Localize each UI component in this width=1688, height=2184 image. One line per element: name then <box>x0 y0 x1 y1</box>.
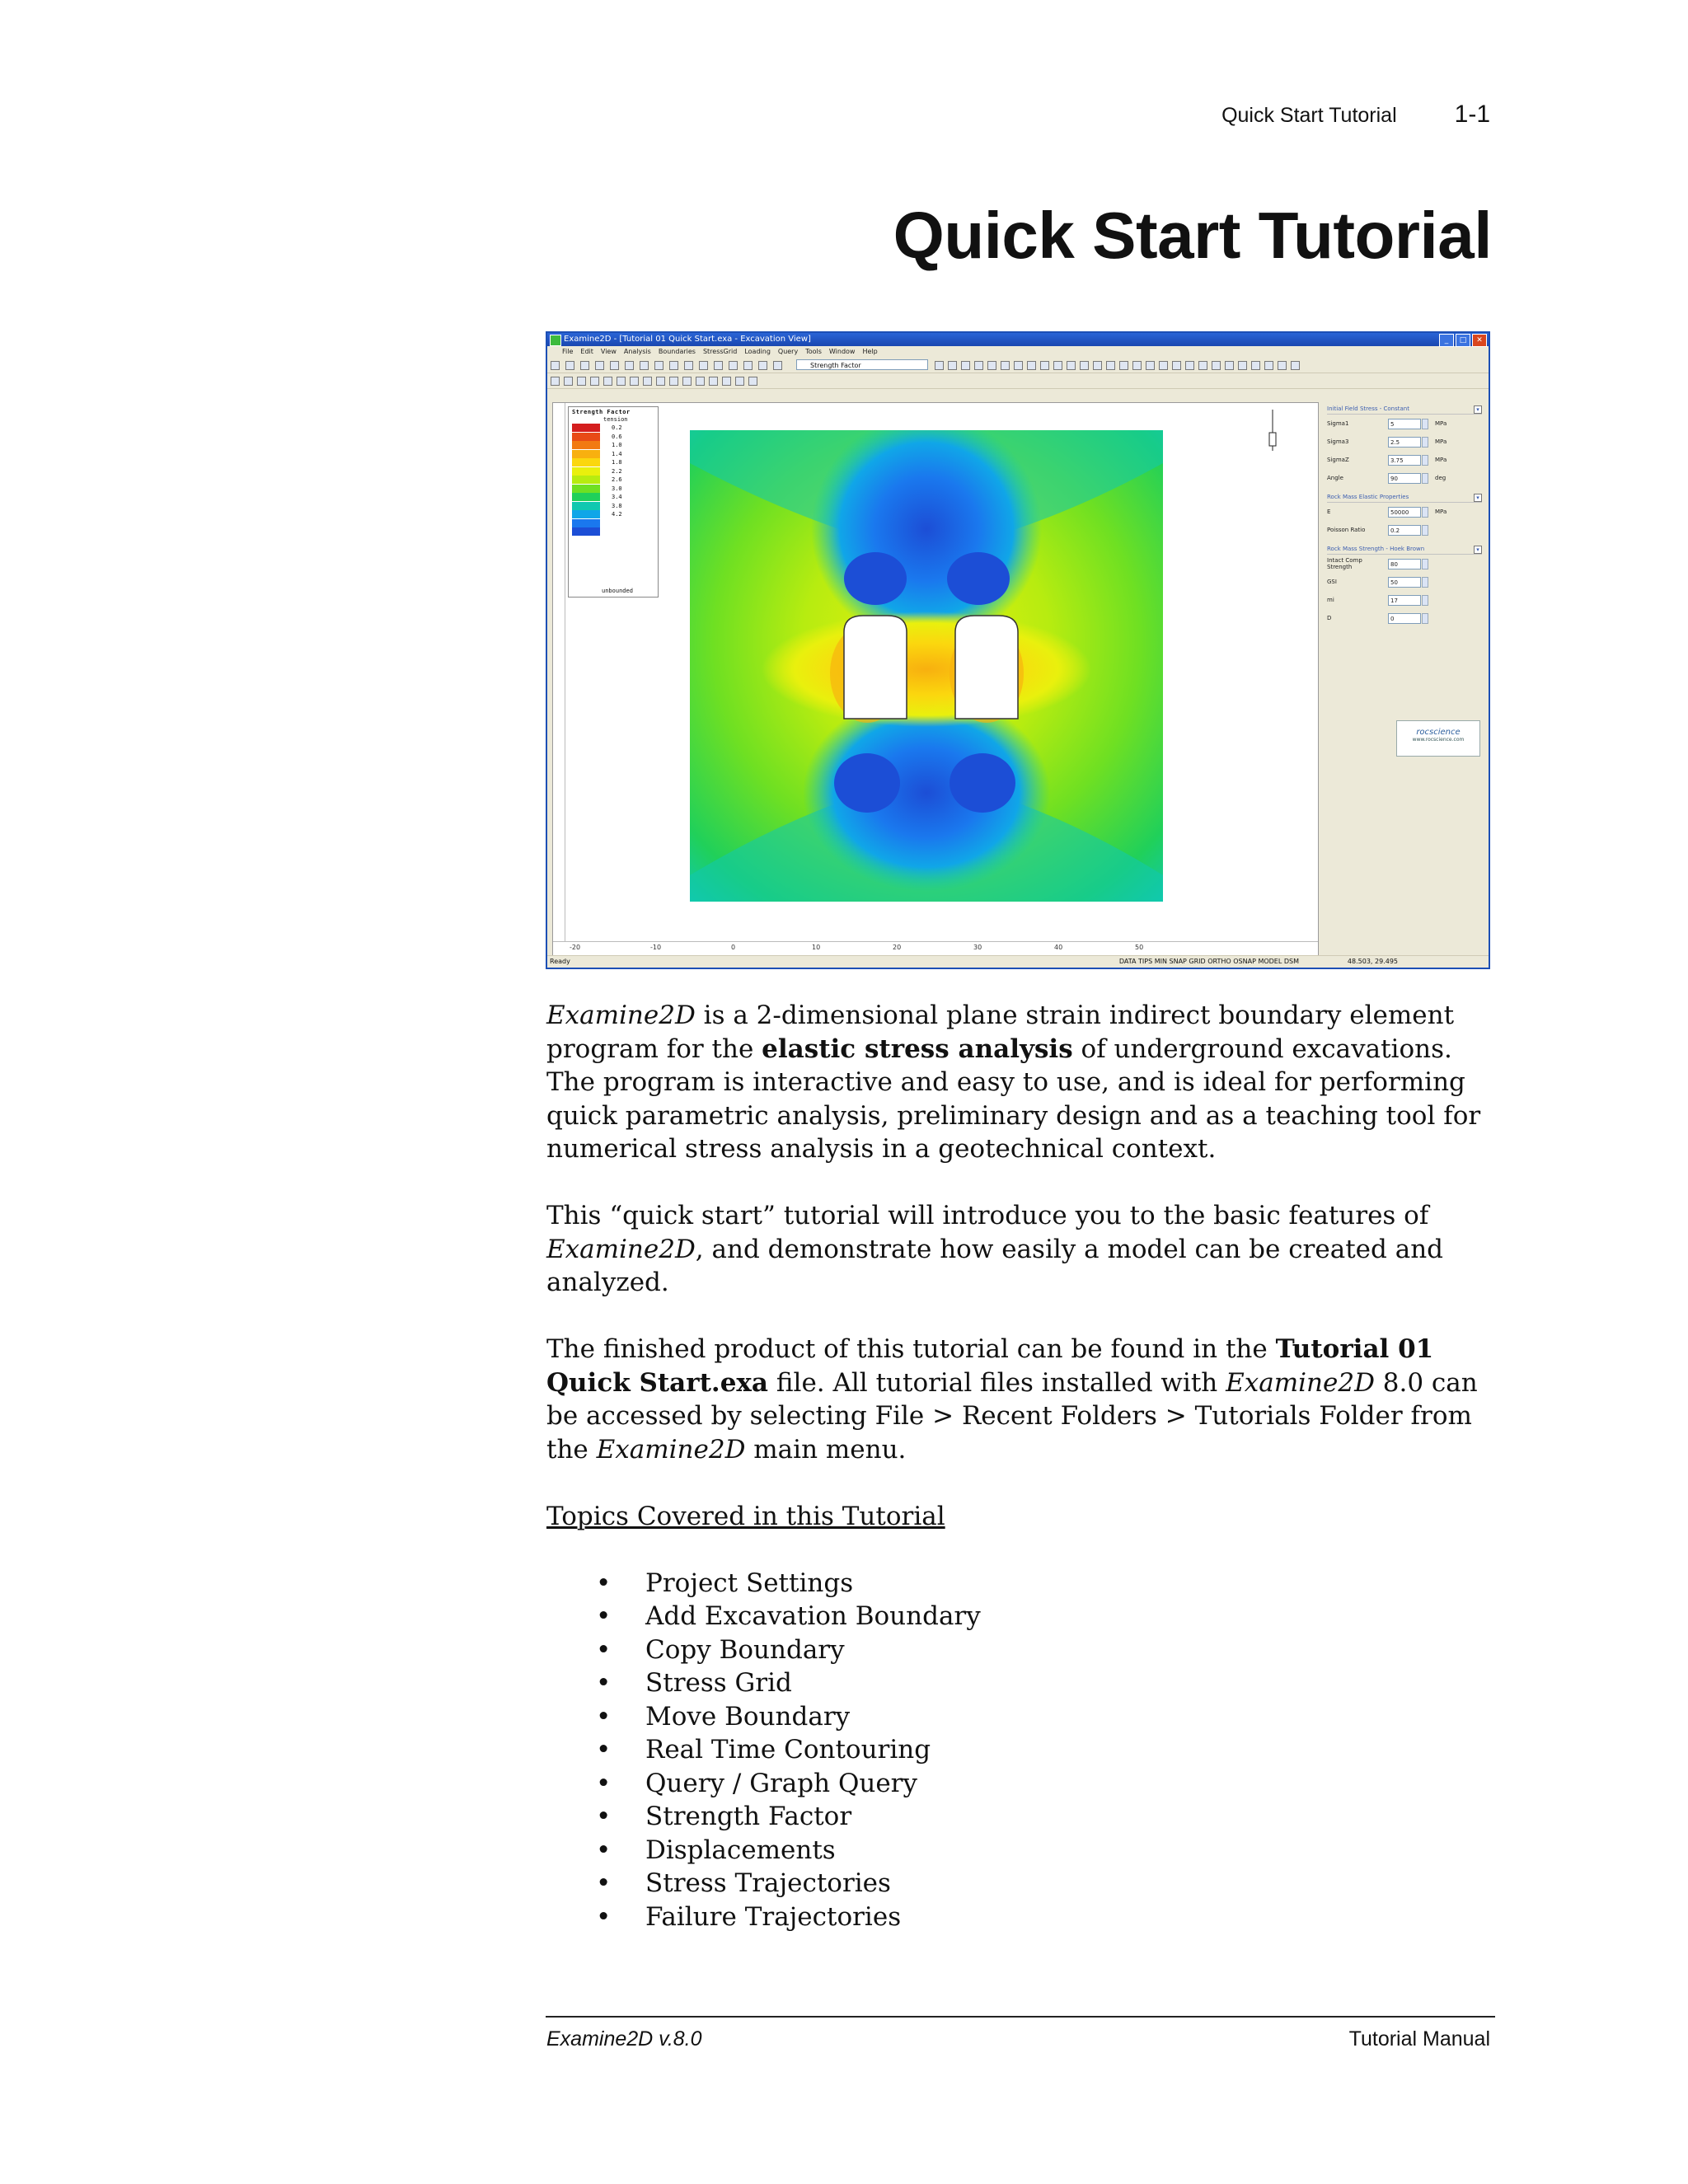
menu-item[interactable]: Help <box>862 348 878 355</box>
property-input[interactable]: 5 <box>1388 419 1421 429</box>
menu-item[interactable]: Query <box>777 348 799 355</box>
property-row <box>1327 469 1482 487</box>
footer-left: Examine2D v.8.0 <box>546 2027 702 2050</box>
property-label: Sigma3 <box>1327 438 1349 445</box>
text-span: main menu. <box>745 1434 907 1465</box>
toolbar-icon[interactable] <box>696 377 705 386</box>
spin-icon[interactable] <box>1422 595 1428 606</box>
text-span: file. All tutorial files installed with <box>768 1367 1226 1398</box>
property-label: mi <box>1327 597 1334 603</box>
excavation-left <box>844 616 907 719</box>
toolbar-icon[interactable] <box>630 377 639 386</box>
menu-item[interactable]: StressGrid <box>702 348 738 355</box>
property-row <box>1327 573 1482 591</box>
toolbar-icon[interactable] <box>1001 361 1010 370</box>
topic-item: • Add Excavation Boundary <box>546 1600 1503 1633</box>
text-span: 8.0 can be accessed by selecting File > Recent Folders > Tutorials Folder from the <box>546 1367 1478 1465</box>
menu-item[interactable]: View <box>600 348 617 355</box>
menu-item[interactable]: Window <box>828 348 856 355</box>
toolbar-icon[interactable] <box>1264 361 1273 370</box>
spin-icon[interactable] <box>1422 419 1428 429</box>
legend-swatch <box>572 433 600 441</box>
page-number: 1-1 <box>1454 101 1490 128</box>
legend-swatch <box>572 458 600 466</box>
program-name: Examine2D <box>1226 1367 1375 1398</box>
legend-row <box>572 485 622 494</box>
toolbar-icon[interactable] <box>643 377 652 386</box>
legend-subtitle: tension <box>603 416 628 423</box>
toolbar-icon[interactable] <box>1212 361 1221 370</box>
legend-value: 1.4 <box>612 450 622 457</box>
toolbar-icon[interactable] <box>590 377 599 386</box>
rocscience-logo <box>1396 720 1480 757</box>
property-label: Intact Comp Strength <box>1327 557 1362 570</box>
topic-item: • Real Time Contouring <box>546 1733 1503 1767</box>
toolbar-icon[interactable] <box>1014 361 1023 370</box>
text-span: of underground excavations. The program is interactive and easy to use, and is ideal for performing quick parametric analysis, preliminary design and as a teaching tool for numerical stress analysis in a geotechnical context. <box>546 1033 1481 1164</box>
topics-list <box>546 1567 1503 1934</box>
running-header <box>1221 101 1490 129</box>
text-span: , and demonstrate how easily a model can be created and analyzed. <box>546 1234 1444 1297</box>
legend-value: 3.4 <box>612 494 622 501</box>
toolbar-icon[interactable] <box>656 377 665 386</box>
elastic-section <box>1327 494 1482 539</box>
legend-swatch <box>572 467 600 476</box>
toolbar-icon[interactable] <box>1093 361 1102 370</box>
property-input[interactable]: 0.2 <box>1388 525 1421 536</box>
paragraph-quickstart <box>546 1199 1503 1300</box>
bold-span: Tutorial 01 Quick Start.exa <box>546 1334 1434 1398</box>
toolbar-icon[interactable] <box>1080 361 1089 370</box>
topic-item: • Query / Graph Query <box>546 1767 1503 1801</box>
legend-value: 0.2 <box>612 424 622 432</box>
property-unit: deg <box>1435 475 1447 481</box>
property-input[interactable]: 17 <box>1388 595 1421 606</box>
yellow-core <box>762 612 1091 727</box>
toolbar-icon[interactable] <box>1146 361 1155 370</box>
toolbar-icon[interactable] <box>709 377 718 386</box>
x-tick-label: 20 <box>893 944 902 951</box>
property-input[interactable]: 0 <box>1388 613 1421 624</box>
property-input[interactable]: 80 <box>1388 559 1421 569</box>
legend-swatch <box>572 519 600 527</box>
bottom-ruler <box>553 941 1318 955</box>
page-title: Quick Start Tutorial <box>893 199 1492 272</box>
legend-row <box>572 467 622 476</box>
text-span: is a 2-dimensional plane strain indirect boundary element program for the <box>546 1001 1455 1064</box>
property-row <box>1327 433 1482 451</box>
spin-icon[interactable] <box>1422 473 1428 484</box>
strength-factor-contours <box>690 430 1163 902</box>
toolbar-icon[interactable] <box>603 377 612 386</box>
legend-swatch <box>572 424 600 432</box>
property-label: SigmaZ <box>1327 457 1349 463</box>
legend-swatch <box>572 476 600 484</box>
strength-rows <box>1327 555 1482 627</box>
toolbar-icon[interactable] <box>773 361 782 370</box>
topics-heading: Topics Covered in this Tutorial <box>546 1501 945 1531</box>
minimize-icon: _ <box>1439 334 1454 347</box>
elastic-header <box>1327 494 1482 503</box>
legend-row <box>572 424 622 433</box>
examine2d-screenshot <box>546 331 1490 969</box>
property-label: Sigma1 <box>1327 420 1349 427</box>
logo-text: rocscience <box>1416 728 1461 737</box>
topic-item: • Move Boundary <box>546 1700 1503 1734</box>
toolbar-icon[interactable] <box>682 377 692 386</box>
legend-value: 0.6 <box>612 433 622 440</box>
menu-item[interactable]: Tools <box>805 348 822 355</box>
legend-title: Strength Factor <box>572 409 631 415</box>
menu-bar <box>547 346 1489 358</box>
strength-section <box>1327 546 1482 627</box>
legend-row <box>572 450 622 459</box>
toolbar-icon[interactable] <box>1132 361 1142 370</box>
toolbar-icon[interactable] <box>1238 361 1247 370</box>
legend-row <box>572 441 622 450</box>
spin-icon[interactable] <box>1422 577 1428 588</box>
property-row <box>1327 521 1482 539</box>
x-tick-label: -10 <box>650 944 662 951</box>
footer-rule <box>546 2016 1495 2018</box>
toolbar-icon[interactable] <box>1278 361 1287 370</box>
property-row <box>1327 609 1482 627</box>
property-row <box>1327 591 1482 609</box>
legend-swatch <box>572 493 600 501</box>
legend-swatch <box>572 502 600 510</box>
legend-value: 2.6 <box>612 476 622 484</box>
legend-value: 3.0 <box>612 485 622 492</box>
toolbar-icon[interactable] <box>669 361 678 370</box>
running-title: Quick Start Tutorial <box>1221 104 1397 127</box>
property-label: E <box>1327 509 1331 515</box>
strength-title: Rock Mass Strength - Hoek Brown <box>1327 546 1425 552</box>
x-tick-label: 10 <box>812 944 821 951</box>
excavation-right <box>955 616 1018 719</box>
toolbar-icon[interactable] <box>1040 361 1049 370</box>
status-coords: 48.503, 29.495 <box>1347 958 1398 965</box>
collapse-icon: ▾ <box>1474 494 1482 502</box>
field-stress-title: Initial Field Stress - Constant <box>1327 405 1409 412</box>
field-stress-section <box>1327 405 1482 487</box>
property-label: GSI <box>1327 579 1337 585</box>
legend-value: 2.2 <box>612 467 622 475</box>
toolbar-icon[interactable] <box>1106 361 1115 370</box>
legend-value: 3.8 <box>612 502 622 509</box>
field-stress-header <box>1327 405 1482 415</box>
elastic-title: Rock Mass Elastic Properties <box>1327 494 1409 500</box>
toolbar-icon[interactable] <box>654 361 663 370</box>
toolbar-icon[interactable] <box>684 361 693 370</box>
menu-item[interactable]: Loading <box>744 348 771 355</box>
legend-value: 1.8 <box>612 459 622 466</box>
left-ruler <box>553 403 565 955</box>
spin-icon[interactable] <box>1422 437 1428 448</box>
toolbar-icon[interactable] <box>1185 361 1194 370</box>
status-ready: Ready <box>550 958 570 965</box>
program-name: Examine2D <box>596 1434 746 1465</box>
text-span: This “quick start” tutorial will introduce you to the basic features of <box>546 1201 1429 1230</box>
toolbar-icon[interactable] <box>714 361 723 370</box>
collapse-icon: ▾ <box>1474 546 1482 554</box>
property-label: Poisson Ratio <box>1327 527 1366 533</box>
data-type-combo: Strength Factor <box>796 359 928 370</box>
topic-item: • Stress Grid <box>546 1666 1503 1700</box>
toolbar-icon[interactable] <box>565 361 574 370</box>
spin-icon[interactable] <box>1422 613 1428 624</box>
toolbar-secondary <box>547 373 1489 389</box>
legend-row <box>572 476 622 485</box>
menu-item[interactable]: Edit <box>580 348 593 355</box>
property-input[interactable]: 50 <box>1388 577 1421 588</box>
menu-item[interactable]: Analysis <box>623 348 651 355</box>
toolbar-icon[interactable] <box>577 377 586 386</box>
legend-swatch <box>572 441 600 449</box>
property-unit: MPa <box>1435 438 1447 445</box>
toolbar-icon[interactable] <box>625 361 634 370</box>
blue-core-top-right <box>947 552 1010 605</box>
legend-row <box>572 433 622 442</box>
x-tick-label: 50 <box>1135 944 1144 951</box>
toolbar-icon[interactable] <box>1027 361 1036 370</box>
collapse-icon: ▾ <box>1474 405 1482 414</box>
topic-item: • Project Settings <box>546 1567 1503 1601</box>
legend-row <box>572 458 622 467</box>
toolbar-icon[interactable] <box>595 361 604 370</box>
toolbar-icon[interactable] <box>1159 361 1168 370</box>
legend-swatch <box>572 485 600 493</box>
toolbar-icon[interactable] <box>735 377 744 386</box>
toolbar-icon[interactable] <box>948 361 957 370</box>
blue-core-top-left <box>844 552 907 605</box>
north-arrow-icon <box>1267 410 1278 459</box>
text-span: The finished product of this tutorial can be found in the <box>546 1334 1276 1364</box>
strength-header <box>1327 546 1482 555</box>
spin-icon[interactable] <box>1422 525 1428 536</box>
strength-factor-legend <box>568 406 659 598</box>
legend-value: 4.2 <box>612 511 622 518</box>
toolbar-icon[interactable] <box>699 361 708 370</box>
spin-icon[interactable] <box>1422 559 1428 569</box>
app-icon <box>550 335 561 346</box>
elastic-rows <box>1327 503 1482 539</box>
program-name: Examine2D <box>546 1001 696 1030</box>
toolbar-icon[interactable] <box>551 361 560 370</box>
topic-item: • Copy Boundary <box>546 1633 1503 1667</box>
window-controls <box>1439 334 1487 347</box>
toolbar-icon[interactable] <box>1053 361 1062 370</box>
toolbar-icon[interactable] <box>722 377 731 386</box>
toolbar-icon[interactable] <box>610 361 619 370</box>
spin-icon[interactable] <box>1422 455 1428 466</box>
legend-row <box>572 510 622 519</box>
close-icon: ✕ <box>1472 334 1487 347</box>
toolbar-icon[interactable] <box>580 361 589 370</box>
legend-value: 1.0 <box>612 442 622 449</box>
legend-row <box>572 502 622 511</box>
topic-item: • Failure Trajectories <box>546 1900 1503 1934</box>
toolbar-icon[interactable] <box>974 361 983 370</box>
logo-url: www.rocscience.com <box>1412 737 1465 743</box>
blue-core-bottom-right <box>950 753 1015 813</box>
status-flags: DATA TIPS MIN SNAP GRID ORTHO OSNAP MODEL DSM <box>1118 958 1299 965</box>
paragraph-finished <box>546 1333 1503 1466</box>
toolbar-icon[interactable] <box>551 377 560 386</box>
x-tick-label: 40 <box>1054 944 1063 951</box>
toolbar-icon[interactable] <box>617 377 626 386</box>
toolbar-main <box>547 358 1489 373</box>
toolbar-icon[interactable] <box>935 361 944 370</box>
property-row <box>1327 415 1482 433</box>
properties-sidebar <box>1322 402 1487 954</box>
legend-rows <box>572 424 622 537</box>
property-label: Angle <box>1327 475 1343 481</box>
property-label: D <box>1327 615 1332 621</box>
blue-core-bottom-left <box>834 753 900 813</box>
topic-item: • Strength Factor <box>546 1800 1503 1834</box>
topic-item: • Stress Trajectories <box>546 1867 1503 1900</box>
x-tick-label: 0 <box>731 944 736 951</box>
property-input[interactable]: 2.5 <box>1388 437 1421 448</box>
window-title: Examine2D - [Tutorial 01 Quick Start.exa - Excavation View] <box>564 335 811 344</box>
property-row <box>1327 451 1482 469</box>
legend-row <box>572 527 622 537</box>
excavation-view <box>552 402 1319 956</box>
topic-item: • Displacements <box>546 1834 1503 1868</box>
toolbar-icon[interactable] <box>961 361 970 370</box>
property-input[interactable]: 50000 <box>1388 507 1421 518</box>
footer-right: Tutorial Manual <box>1348 2027 1490 2050</box>
toolbar-icon[interactable] <box>669 377 678 386</box>
property-input[interactable]: 90 <box>1388 473 1421 484</box>
toolbar-icon[interactable] <box>1291 361 1300 370</box>
property-unit: MPa <box>1435 457 1447 463</box>
toolbar-icon[interactable] <box>1251 361 1260 370</box>
property-input[interactable]: 3.75 <box>1388 455 1421 466</box>
menu-item[interactable]: Boundaries <box>658 348 696 355</box>
field-stress-rows <box>1327 415 1482 487</box>
toolbar-icon[interactable] <box>1198 361 1207 370</box>
legend-unbounded: unbounded <box>602 588 633 594</box>
toolbar-icon[interactable] <box>1225 361 1234 370</box>
legend-swatch <box>572 527 600 536</box>
property-row <box>1327 503 1482 521</box>
toolbar-icon[interactable] <box>1119 361 1128 370</box>
toolbar-icon[interactable] <box>564 377 573 386</box>
program-name: Examine2D <box>546 1234 696 1264</box>
spin-icon[interactable] <box>1422 507 1428 518</box>
window-titlebar <box>547 333 1489 346</box>
toolbar-icon[interactable] <box>748 377 757 386</box>
legend-row <box>572 519 622 528</box>
bold-span: elastic stress analysis <box>762 1033 1073 1064</box>
toolbar-icon[interactable] <box>729 361 738 370</box>
property-row <box>1327 555 1482 573</box>
legend-swatch <box>572 450 600 458</box>
x-tick-label: -20 <box>570 944 581 951</box>
paragraph-intro <box>546 999 1503 1166</box>
status-bar <box>547 955 1489 968</box>
legend-row <box>572 493 622 502</box>
property-unit: MPa <box>1435 509 1447 515</box>
toolbar-icon[interactable] <box>1067 361 1076 370</box>
toolbar-icon[interactable] <box>640 361 649 370</box>
x-tick-label: 30 <box>973 944 982 951</box>
toolbar-icon[interactable] <box>743 361 753 370</box>
body-text <box>546 999 1503 1933</box>
property-unit: MPa <box>1435 420 1447 427</box>
toolbar-icon[interactable] <box>987 361 996 370</box>
legend-swatch <box>572 510 600 518</box>
menu-item[interactable]: File <box>562 348 574 355</box>
maximize-icon: □ <box>1456 334 1470 347</box>
toolbar-icon[interactable] <box>1172 361 1181 370</box>
toolbar-icon[interactable] <box>758 361 767 370</box>
